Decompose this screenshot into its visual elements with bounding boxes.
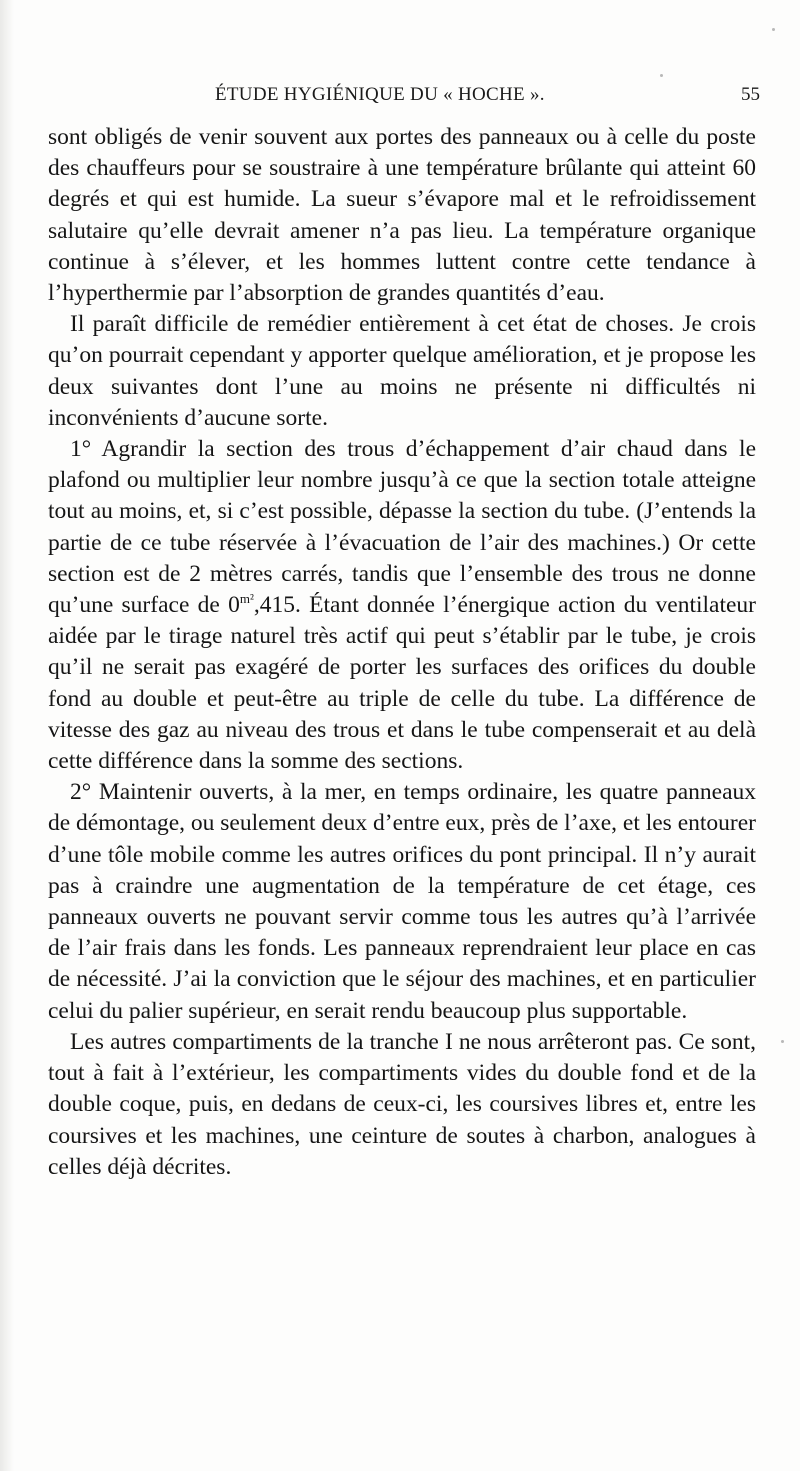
paper-speck [772,28,775,31]
body-text [48,122,756,1183]
first-proposal-text-start: 1° Agrandir la section des trous d’échappement d’air chaud dans le plafond ou multiplier leur nombre jusqu’à ce que la section totale atteigne tout au moins, et, si c’est possible, dépasse la section du tube. (J’entends la partie de ce tube réservée à l’évacuation de l’air des machines.) Or cette section est de 2 mètres carrés, tandis que l’ensemble des trous ne donne qu’une surface de 0 [48,436,756,619]
paragraph-continuation: sont obligés de venir souvent aux portes des panneaux ou à celle du poste des chauffeurs pour se soustraire à une température brûlante qui atteint 60 degrés et qui est humide. La sueur s’évapore mal et le refroidissement salutaire qu’elle devrait amener n’a pas lieu. La température organique continue à s’élever, et les hommes luttent contre cette tendance à l’hyperthermie par l’absorption de grandes quantités d’eau. [48,124,756,307]
paragraph-first-proposal [48,434,756,777]
unit-square-meter: m² [239,591,254,607]
page-number: 55 [741,84,760,105]
running-title: ÉTUDE HYGIÉNIQUE DU « HOCHE ». [215,84,545,105]
first-proposal-text-end: ,415. Étant donnée l’énergique action du ventilateur aidée par le tirage naturel très actif qui peut s’établir par le tube, je crois qu’il ne serait pas exagéré de porter les surfaces des orifices du double fond au double et peut-être au triple de celle du tube. La différence de vitesse des gaz au niveau des trous et dans le tube compenserait et au delà cette différence dans la somme des sections. [48,592,757,775]
paragraph-second-proposal: 2° Maintenir ouverts, à la mer, en temps ordinaire, les quatre panneaux de démontage, ou seulement deux d’entre eux, près de l’axe, et les entourer d’une tôle mobile comme les autres orifices du pont principal. Il n’y aurait pas à craindre une augmentation de la température de cet étage, ces panneaux ouverts ne pouvant servir comme tous les autres qu’à l’arrivée de l’air frais dans les fonds. Les panneaux reprendraient leur place en cas de nécessité. J’ai la conviction que le séjour des machines, et en particulier celui du palier supérieur, en serait rendu beaucoup plus supportable. [48,779,756,1024]
paragraph-remedy-intro: Il paraît difficile de remédier entièrement à cet état de choses. Je crois qu’on pourrait cependant y apporter quelque amélioration, et je propose les deux suivantes dont l’une au moins ne présente ni difficultés ni inconvénients d’aucune sorte. [48,311,756,431]
page-header [0,84,800,114]
paragraph-other-compartments: Les autres compartiments de la tranche I ne nous arrêteront pas. Ce sont, tout à fait à l’extérieur, les compartiments vides du double fond et de la double coque, puis, en dedans de ceux-ci, les coursives libres et, entre les coursives et les machines, une ceinture de soutes à charbon, analogues à celles déjà décrites. [48,1028,756,1180]
paper-speck [660,74,663,77]
paper-speck [781,1040,784,1043]
